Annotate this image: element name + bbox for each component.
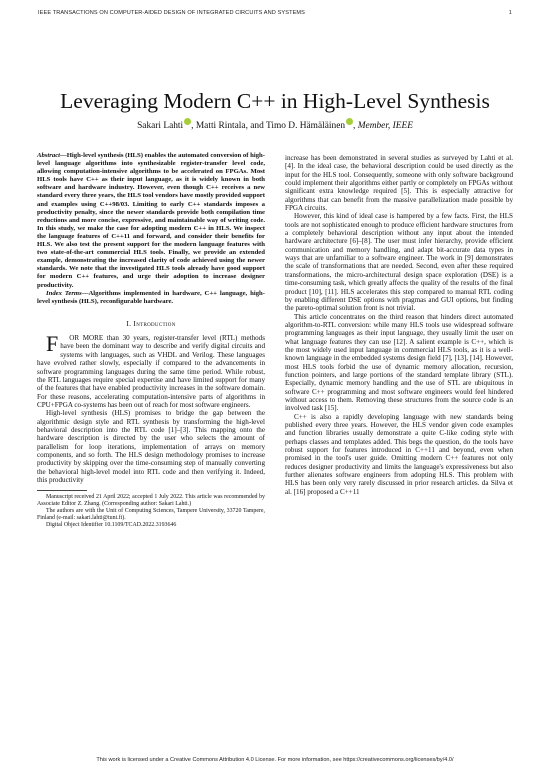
author-sep: , <box>353 121 358 131</box>
footnote-rule <box>37 490 87 491</box>
abstract <box>37 152 265 290</box>
author-others: , Matti Rintala, and Timo D. Hämäläinen <box>191 121 346 131</box>
right-paragraph-1: increase has been demonstrated in several studies as surveyed by Lahti et al. [4]. In the ideal case, the behavioral description could be used directly as the input for the HLS tool. Consequently, someone with only software background could implement their algorithms either partly or completely on FPGAs without significant extra knowledge required [5]. This is especially attractive for algorithms that can benefit from the massive parallelization made possible by FPGA circuits. <box>285 154 513 213</box>
intro-paragraph-1 <box>37 331 265 409</box>
license-footer[interactable]: This work is licensed under a Creative Commons Attribution 4.0 License. For more information, see https://creativecommons.org/licenses/by/4.0/ <box>96 757 454 763</box>
right-paragraph-2: However, this kind of ideal case is hampered by a few facts. First, the HLS tools are not sophisticated enough to produce efficient hardware structures from a completely behavioral description without any input about the intended hardware architecture [6]–[8]. The user must infer hierarchy, provide efficient communication and memory handling, and adapt bit-accurate data types in ways that are unfamiliar to a software engineer. The work in [9] demonstrates the scale of transformations that are needed. Second, even after these required transformations, the micro-architectural design space exploration (DSE) is a time-consuming task, which greatly affects the quality of the results of the final product [10], [11]. HLS accelerates this step compared to manual RTL coding by enabling different DSE options with pragmas and GUI options, but finding the pareto-optimal solution front is not trivial. <box>285 212 513 313</box>
paper-title: Leveraging Modern C++ in High-Level Synthesis <box>60 89 490 113</box>
journal-name: IEEE TRANSACTIONS ON COMPUTER-AIDED DESIGN OF INTEGRATED CIRCUITS AND SYSTEMS <box>38 10 306 16</box>
author-line <box>38 118 512 132</box>
author-lahti: Sakari Lahti <box>137 121 184 131</box>
right-column <box>285 154 513 496</box>
intro-paragraph-1-text: OR MORE than 30 years, register-transfer level (RTL) methods have been the dominant way to describe and verify digital circuits and systems with languages, such as VHDL and Verilog. These languages have evolved rather slowly, especially if compared to the advancements in software programming languages during the same time period. While robust, the RTL languages require special expertise and have limited support for many of the features that have enabled productivity increases in the software domain. For these reasons, accelerating computation-intensive parts of algorithms in CPU+FPGA co-systems has been out of reach for most software engineers. <box>37 334 265 409</box>
left-column <box>37 152 265 529</box>
drop-cap: F <box>46 331 59 357</box>
section-heading: I. Introduction <box>126 318 176 328</box>
index-terms-label: Index Terms <box>46 289 82 297</box>
footnote-manuscript: Manuscript received 21 April 2022; accepted 1 July 2022. This article was recommended by Associate Editor Z. Zhang. (Corresponding author: Sakari Lahti.) <box>37 494 265 508</box>
page-number: 1 <box>508 10 512 16</box>
running-header <box>38 10 512 16</box>
footnote-affiliation: The authors are with the Unit of Computing Sciences, Tampere University, 33720 Tampere, Finland (e-mail: sakari.lahti@tuni.fi). <box>37 508 265 522</box>
right-paragraph-4: C++ is also a rapidly developing language with new standards being published every three years. However, the HLS vendor given code examples and function libraries usually demonstrate a quite C-like coding style with perhaps classes and templates added. This begs the question, do the tools have robust support for features introduced in C++11 and beyond, even when promised in the tool's user guide. Omitting modern C++ features not only reduces designer productivity and limits the language's expressiveness but also further alienates software engineers from adopting HLS. This problem with HLS has been only very rarely discussed in prior research articles. da Silva et al. [16] proposed a C++11 <box>285 412 513 496</box>
right-paragraph-3: This article concentrates on the third reason that hinders direct automated algorithm-to-RTL conversion: while many HLS tools use widespread software programming languages as their input language, they usually limit the user on what language features they can use [12]. A salient example is C++, which is the most widely used input language in commercial HLS tools, as it is a well-known language in the embedded systems design field [7], [13], [14]. However, most HLS tools forbid the use of dynamic memory allocation, recursion, function pointers, and large portions of the standard template library (STL). Especially, dynamic memory handling and the use of STL are ubiquitous in software C++ programming and most software engineers would feel hindered without access to them. Removing these structures from the source code is an involved task [15]. <box>285 312 513 413</box>
abstract-text: —High-level synthesis (HLS) enables the automated conversion of high-level language algorithms into synthesizable register-transfer level code, allowing computation-intensive algorithms to be accelerated on FPGAs. Most HLS tools have C++ as their input language, as it is widely known in both software and hardware industry. However, even though C++ receives a new standard every three years, the HLS tool vendors have mostly provided support and examples using C++98/03. Limiting to early C++ standards imposes a productivity penalty, since the newer standards provide both compilation time reductions and more concise, expressive, and maintainable way of writing code. In this study, we make the case for adopting modern C++ in HLS. We inspect the language features of C++11 and forward, and consider their benefits for HLS. We also test the present support for the modern language features with two state-of-the-art commercial HLS tools. Finally, we provide an extended example, demonstrating the increased clarity of code achieved using the newer standards. We note that the investigated HLS tools already have good support for modern C++ features, and urge their adoption to increase designer productivity. <box>37 152 265 289</box>
intro-paragraph-2: High-level synthesis (HLS) promises to bridge the gap between the algorithmic design style and RTL synthesis by transforming the high-level behavioral description into the RTL code [1]–[3]. This mapping onto the hardware description is directed by the user who selects the amount of parallelism for loop iterations, implementation of arrays on memory components, and so forth. The HLS design methodology promises to increase productivity by skipping over the time-consuming step of manually converting the behavioral high-level model into RTL code and then verifying it. Indeed, this productivity <box>37 409 265 484</box>
abstract-label: Abstract <box>37 152 61 159</box>
index-terms-text: —Algorithms implemented in hardware, C++ language, high-level synthesis (HLS), reconfigurable hardware. <box>37 289 266 305</box>
index-terms <box>37 290 265 306</box>
author-role: Member, IEEE <box>357 121 413 131</box>
footnote-doi[interactable]: Digital Object Identifier 10.1109/TCAD.2022.3193646 <box>46 522 177 529</box>
orcid-icon[interactable] <box>346 118 353 125</box>
